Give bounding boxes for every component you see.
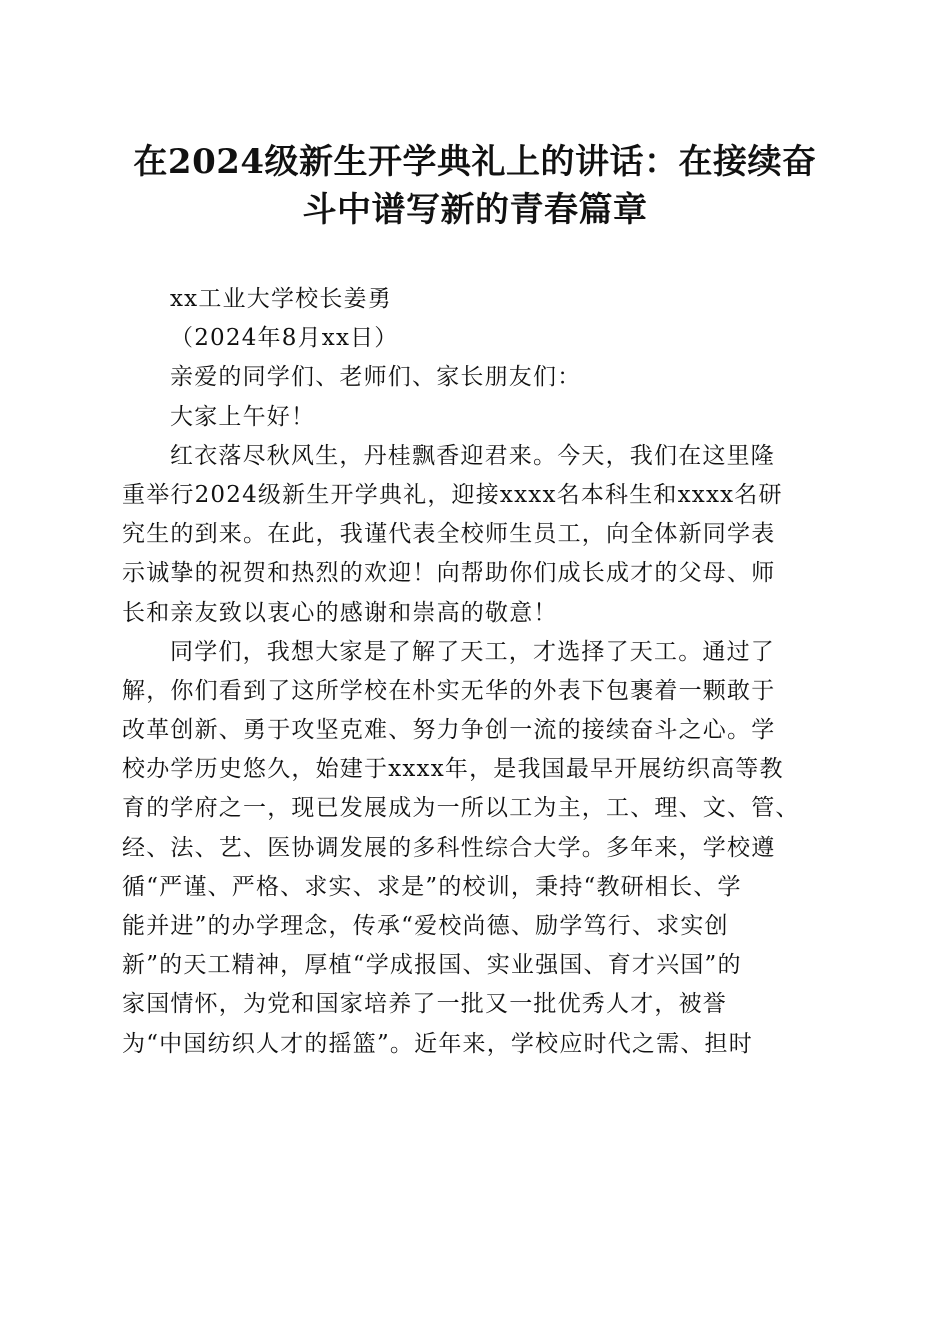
date-line: （2024年8月xx日） xyxy=(170,325,399,352)
paragraph-history xyxy=(122,633,840,1064)
salutation-line: 亲爱的同学们、老师们、家长朋友们： xyxy=(170,364,582,391)
document-body xyxy=(122,280,840,1064)
paragraph-line: 经、法、艺、医协调发展的多科性综合大学。多年来，学校遵 xyxy=(122,834,776,861)
author-line: xx工业大学校长姜勇 xyxy=(170,286,392,312)
paragraph-line: 育的学府之一，现已发展成为一所以工为主，工、理、文、管、 xyxy=(122,795,800,822)
paragraph-line: 循“严谨、严格、求实、求是”的校训，秉持“教研相长、学 xyxy=(122,873,742,900)
paragraph-line: 长和亲友致以衷心的感谢和崇高的敬意！ xyxy=(122,599,558,626)
paragraph-line: 新”的天工精神，厚植“学成报国、实业强国、育才兴国”的 xyxy=(122,952,742,979)
paragraph-welcome xyxy=(122,437,840,633)
paragraph-line: 能并进”的办学理念，传承“爱校尚德、励学笃行、求实创 xyxy=(122,913,729,939)
paragraph-line: 改革创新、勇于攻坚克难、努力争创一流的接续奋斗之心。学 xyxy=(122,717,776,744)
paragraph-line: 红衣落尽秋风生，丹桂飘香迎君来。今天，我们在这里隆 xyxy=(170,442,775,469)
title-line-2: 斗中谱写新的青春篇章 xyxy=(302,190,648,230)
paragraph-line: 重举行2024级新生开学典礼，迎接xxxx名本科生和xxxx名研 xyxy=(122,481,783,508)
document-title xyxy=(110,138,840,234)
paragraph-line: 同学们，我想大家是了解了天工，才选择了天工。通过了 xyxy=(170,638,775,665)
paragraph-line: 家国情怀，为党和国家培养了一批又一批优秀人才，被誉 xyxy=(122,991,727,1018)
paragraph-line: 校办学历史悠久，始建于xxxx年，是我国最早开展纺织高等教 xyxy=(122,756,784,783)
greeting-line: 大家上午好！ xyxy=(170,403,316,430)
paragraph-line: 为“中国纺织人才的摇篮”。近年来，学校应时代之需、担时 xyxy=(122,1030,753,1057)
paragraph-line: 示诚挚的祝贺和热烈的欢迎！向帮助你们成长成才的父母、师 xyxy=(122,560,776,587)
paragraph-line: 解，你们看到了这所学校在朴实无华的外表下包裹着一颗敢于 xyxy=(122,677,776,704)
paragraph-line: 究生的到来。在此，我谨代表全校师生员工，向全体新同学表 xyxy=(122,521,776,548)
title-line-1: 在2024级新生开学典礼上的讲话：在接续奋 xyxy=(133,142,817,182)
